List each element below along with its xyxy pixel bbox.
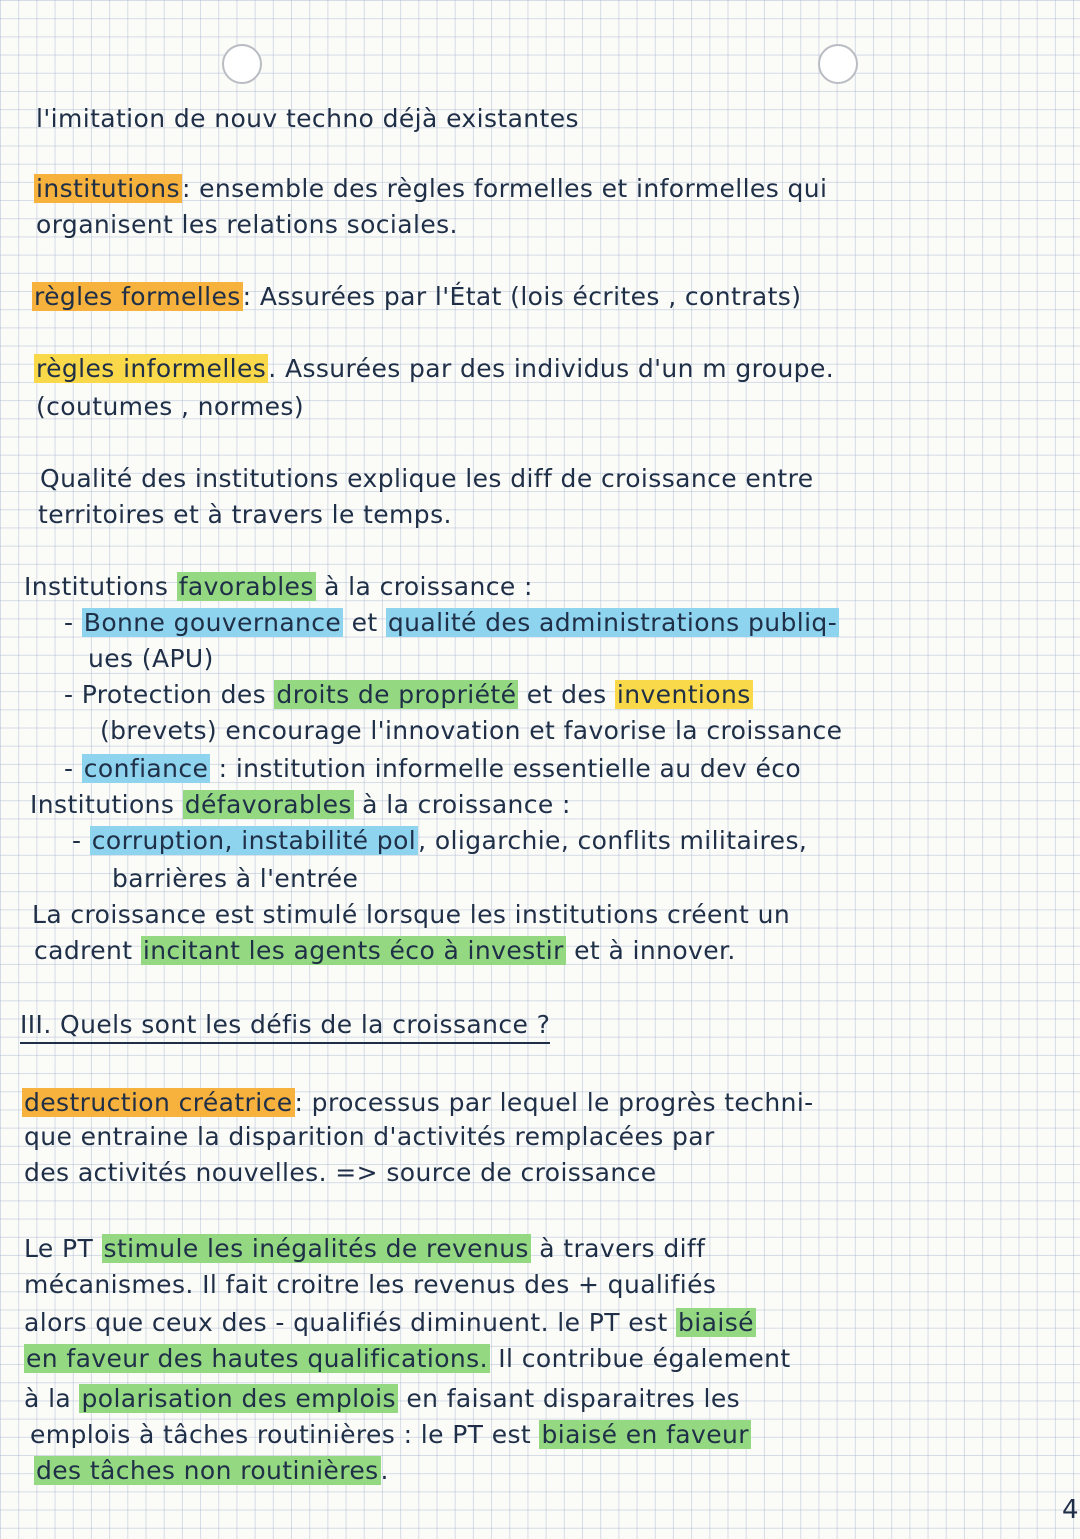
note-pt-inegalites-cont-5: emplois à tâches routinières : le PT est biaisé en faveur xyxy=(30,1420,749,1449)
definition-institutions-cont: organisent les relations sociales. xyxy=(36,210,458,239)
term-defavorables: défavorables xyxy=(184,790,352,819)
note-qualite-institutions: Qualité des institutions explique les diff de croissance entre xyxy=(40,464,814,493)
note-croissance-stimulee: La croissance est stimulé lorsque les institutions créent un xyxy=(32,900,791,929)
bullet-gouvernance: - Bonne gouvernance et qualité des administrations publiq- xyxy=(64,608,838,637)
definition-regles-formelles: règles formelles: Assurées par l'État (lois écrites , contrats) xyxy=(34,282,802,311)
term-favorables: favorables xyxy=(178,572,314,601)
section-title-text: . Quels sont les défis de la croissance ? xyxy=(43,1010,551,1039)
term-destruction-creatrice: destruction créatrice xyxy=(24,1088,293,1117)
section-number: III xyxy=(20,1010,44,1039)
bullet-droits-propriete: - Protection des droits de propriété et des inventions xyxy=(64,680,751,709)
note-pt-inegalites-cont-2: alors que ceux des - qualifiés diminuent. le PT est biaisé xyxy=(24,1308,754,1337)
bullet-corruption-cont: barrières à l'entrée xyxy=(112,864,359,893)
definition-institutions: institutions: ensemble des règles formelles et informelles qui xyxy=(36,174,828,203)
note-pt-inegalites-cont-3: en faveur des hautes qualifications. Il contribue également xyxy=(26,1344,791,1373)
note-pt-inegalites-cont-6: des tâches non routinières. xyxy=(36,1456,389,1485)
binder-hole-right xyxy=(818,44,858,84)
heading-institutions-favorables: Institutions favorables à la croissance : xyxy=(24,572,533,601)
definition-destruction-creatrice: destruction créatrice: processus par lequel le progrès techni- xyxy=(24,1088,814,1117)
page-number-mark: 4 xyxy=(1062,1495,1079,1525)
bullet-droits-propriete-cont: (brevets) encourage l'innovation et favorise la croissance xyxy=(100,716,843,745)
definition-regles-informelles-cont: (coutumes , normes) xyxy=(36,392,304,421)
note-pt-inegalites-cont-4: à la polarisation des emplois en faisant disparaitres les xyxy=(24,1384,741,1413)
definition-regles-informelles: règles informelles. Assurées par des individus d'un m groupe. xyxy=(36,354,835,383)
note-pt-inegalites: Le PT stimule les inégalités de revenus à travers diff xyxy=(24,1234,706,1263)
definition-destruction-creatrice-cont-2: des activités nouvelles. => source de croissance xyxy=(24,1158,657,1187)
heading-institutions-defavorables: Institutions défavorables à la croissance : xyxy=(30,790,571,819)
term-regles-informelles: règles informelles xyxy=(36,354,267,383)
definition-destruction-creatrice-cont-1: que entraine la disparition d'activités remplacées par xyxy=(24,1122,715,1151)
binder-holes xyxy=(0,44,1080,94)
note-line-imitation: l'imitation de nouv techno déjà existantes xyxy=(36,104,579,133)
section-title-iii xyxy=(20,1010,550,1044)
bullet-gouvernance-cont: ues (APU) xyxy=(88,644,214,673)
note-pt-inegalites-cont-1: mécanismes. Il fait croitre les revenus des + qualifiés xyxy=(24,1270,717,1299)
bullet-corruption: - corruption, instabilité pol, oligarchie, conflits militaires, xyxy=(72,826,808,855)
term-institutions: institutions xyxy=(36,174,180,203)
bullet-confiance: - confiance : institution informelle essentielle au dev éco xyxy=(64,754,802,783)
note-croissance-stimulee-cont: cadrent incitant les agents éco à investir et à innover. xyxy=(34,936,736,965)
term-regles-formelles: règles formelles xyxy=(34,282,241,311)
binder-hole-left xyxy=(222,44,262,84)
note-qualite-institutions-cont: territoires et à travers le temps. xyxy=(38,500,452,529)
